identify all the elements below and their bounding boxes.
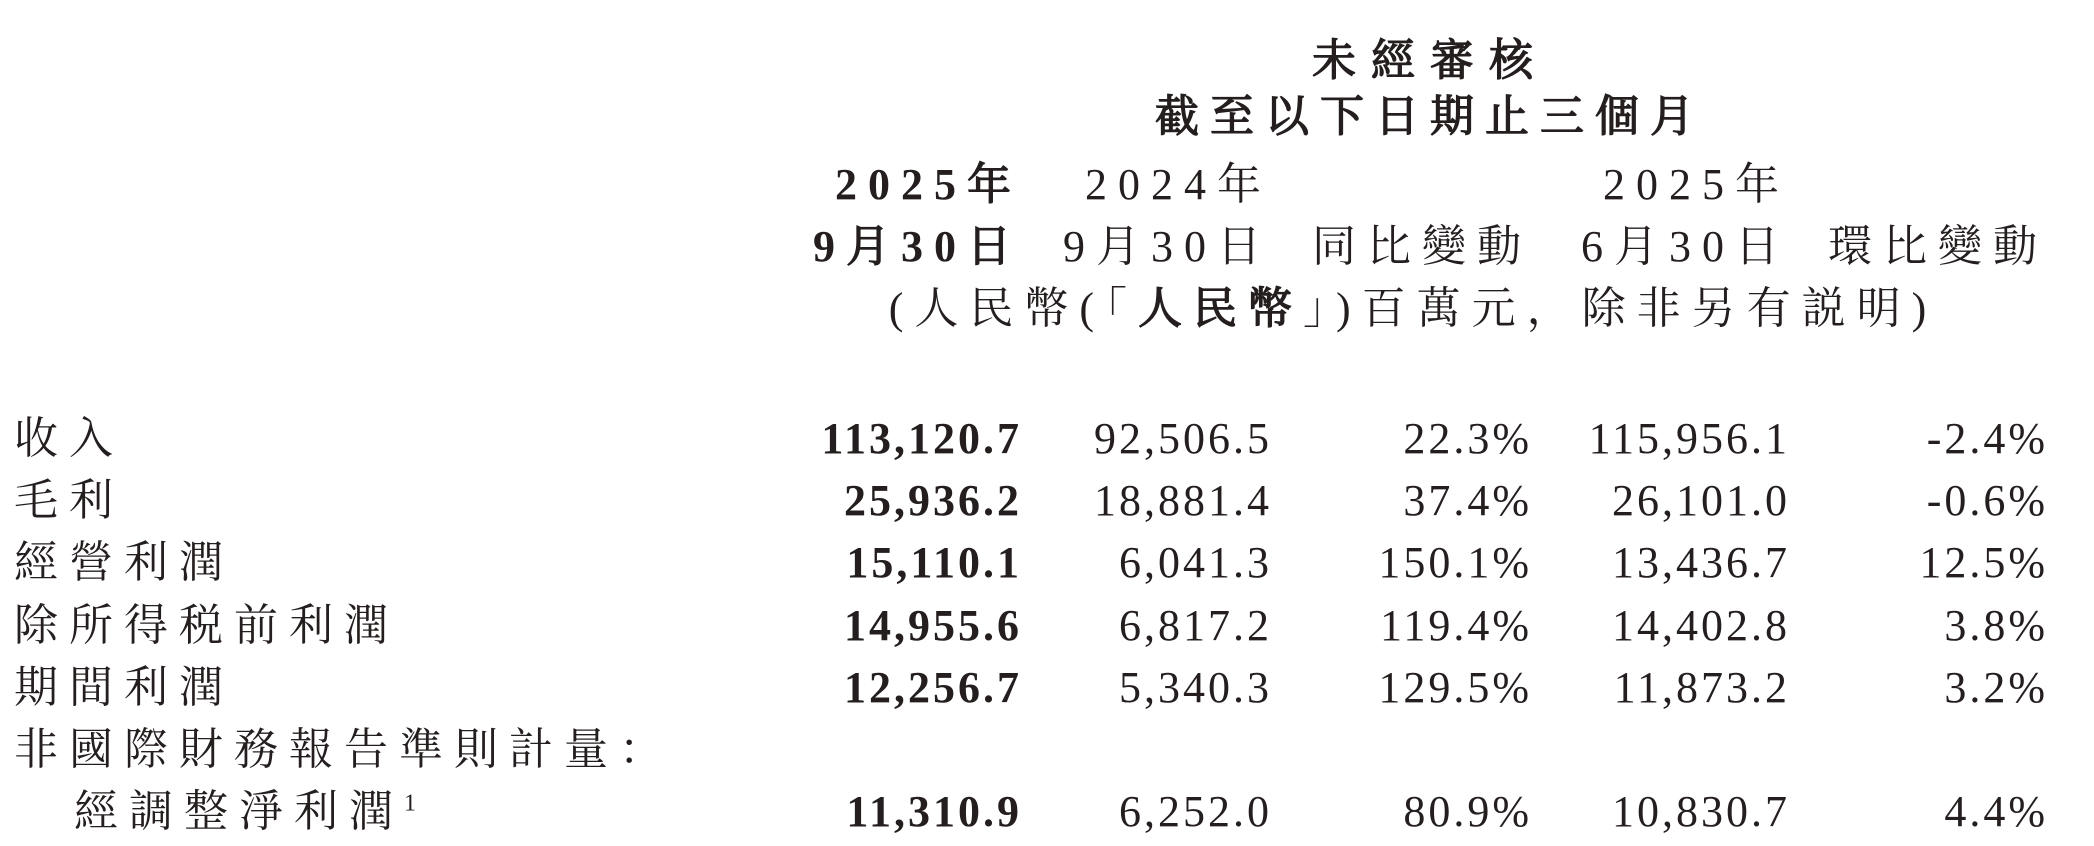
value-cell: 6,252.0: [1119, 787, 1272, 836]
value-cell: 129.5%: [1378, 663, 1532, 712]
note-prefix: (人民幣(「: [888, 284, 1138, 333]
value-cell: 150.1%: [1378, 538, 1532, 587]
value-cell: 4.4%: [1944, 787, 2048, 836]
table-row-revenue: [0, 414, 2094, 464]
row-label: 經營利潤: [14, 538, 234, 587]
table-row-gross-profit: [0, 476, 2094, 526]
value-cell: 113,120.7: [821, 414, 1022, 463]
value-cell: 15,110.1: [846, 538, 1022, 587]
row-label: [74, 787, 416, 837]
value-cell: 18,881.4: [1094, 476, 1272, 525]
table-row-profit-before-tax: [0, 601, 2094, 651]
value-cell: -2.4%: [1926, 414, 2048, 463]
col-header-2024-year: 2024年: [1085, 160, 1272, 209]
table-row-non-ifrs-section: [0, 725, 2094, 775]
column-header-year-row: [0, 160, 2094, 210]
value-cell: 14,955.6: [844, 601, 1022, 650]
value-cell: 11,873.2: [1613, 663, 1790, 712]
col-header-jun30: 6月30日: [1581, 222, 1790, 271]
row-label: 期間利潤: [14, 663, 234, 712]
value-cell: 80.9%: [1403, 787, 1532, 836]
period-heading: 截至以下日期止三個月: [1155, 92, 1705, 141]
note-suffix: 」)百萬元，除非另有説明): [1303, 284, 1938, 333]
col-header-2025-prev-quarter-year: 2025年: [1603, 160, 1790, 209]
col-header-yoy-change: 同比變動: [1312, 222, 1532, 271]
col-header-qoq-change: 環比變動: [1828, 222, 2048, 271]
value-cell: 3.2%: [1944, 663, 2048, 712]
table-row-profit-for-period: [0, 663, 2094, 713]
table-row-operating-profit: [0, 538, 2094, 588]
value-cell: 12.5%: [1919, 538, 2048, 587]
col-header-sep30-current: 9月30日: [813, 222, 1022, 271]
value-cell: 92,506.5: [1094, 414, 1272, 463]
row-label: 收入: [14, 414, 124, 463]
col-header-2025-year: 2025年: [835, 160, 1022, 209]
value-cell: -0.6%: [1926, 476, 2048, 525]
value-cell: 6,817.2: [1119, 601, 1272, 650]
row-label-text: 經調整淨利潤: [74, 787, 404, 836]
footnote-marker: 1: [404, 790, 416, 817]
table-row-adjusted-net-profit: [0, 787, 2094, 837]
section-label: 非國際財務報告準則計量：: [14, 725, 674, 774]
value-cell: 22.3%: [1403, 414, 1532, 463]
value-cell: 3.8%: [1944, 601, 2048, 650]
value-cell: 11,310.9: [846, 787, 1022, 836]
value-cell: 26,101.0: [1612, 476, 1790, 525]
row-label: 除所得税前利潤: [14, 601, 399, 650]
value-cell: 14,402.8: [1612, 601, 1790, 650]
value-cell: 25,936.2: [844, 476, 1022, 525]
value-cell: 37.4%: [1403, 476, 1532, 525]
note-bold-rmb: 人民幣: [1138, 284, 1303, 333]
value-cell: 5,340.3: [1119, 663, 1272, 712]
column-header-date-row: [0, 222, 2094, 272]
row-label: 毛利: [14, 476, 124, 525]
value-cell: 12,256.7: [844, 663, 1022, 712]
value-cell: 10,830.7: [1612, 787, 1790, 836]
value-cell: 115,956.1: [1588, 414, 1790, 463]
currency-unit-note: [889, 284, 1938, 334]
value-cell: 119.4%: [1379, 601, 1532, 650]
col-header-sep30-prior: 9月30日: [1063, 222, 1272, 271]
unaudited-heading: 未經審核: [1312, 36, 1548, 85]
value-cell: 6,041.3: [1119, 538, 1272, 587]
value-cell: 13,436.7: [1612, 538, 1790, 587]
